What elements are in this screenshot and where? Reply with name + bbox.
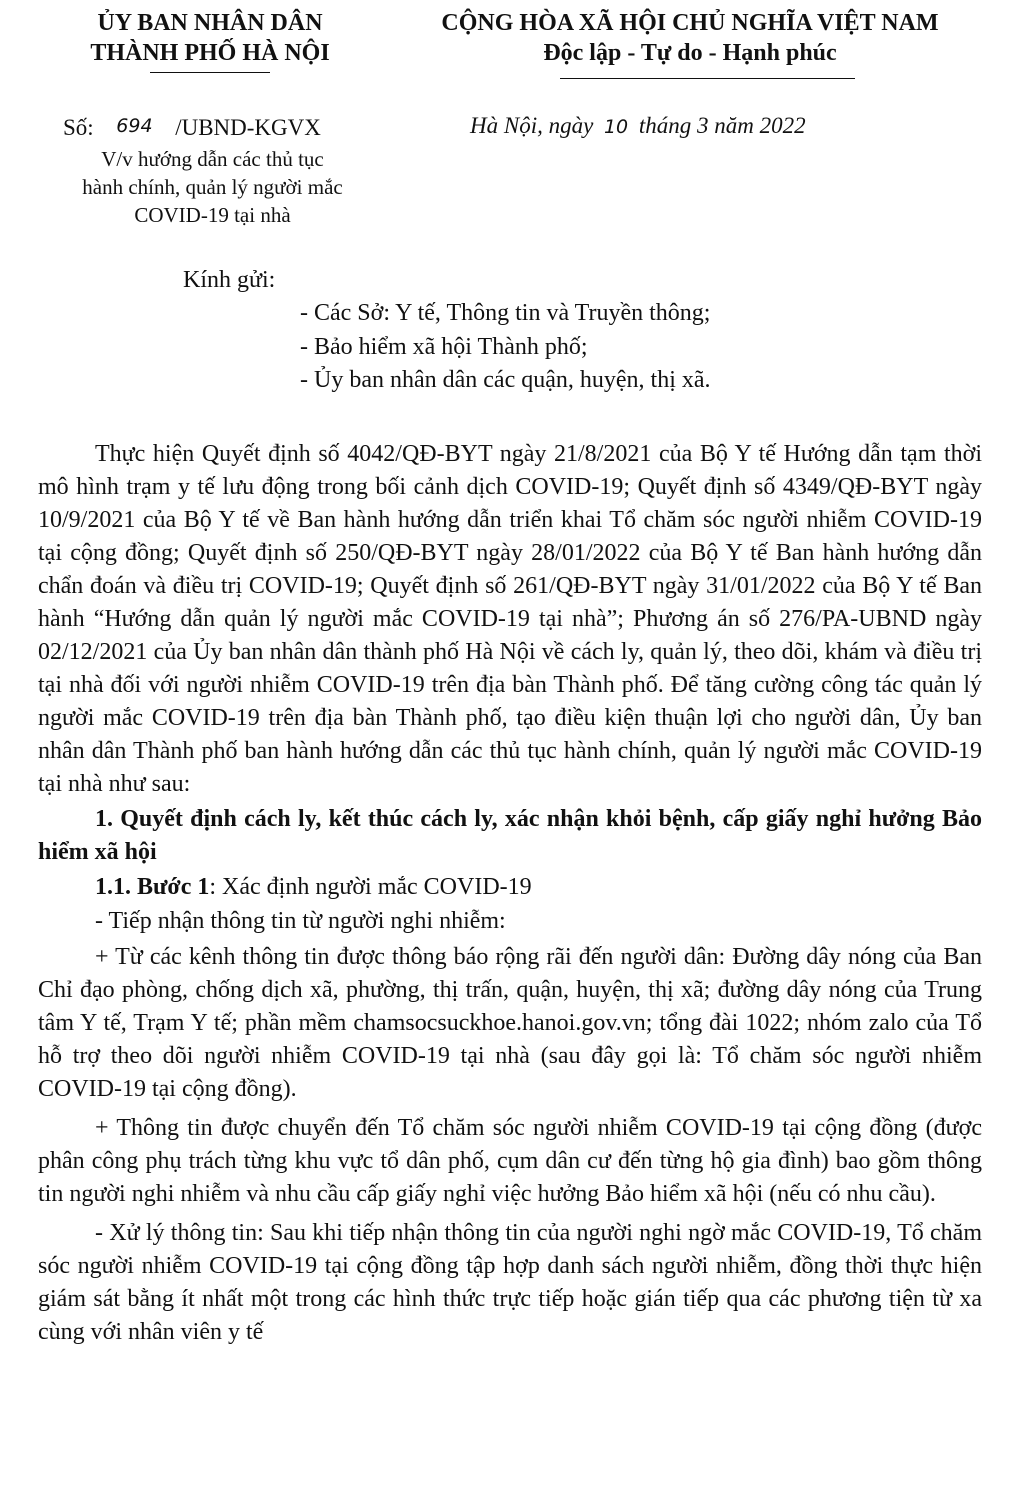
motto-line: Độc lập - Tự do - Hạnh phúc	[543, 40, 837, 66]
place-date	[470, 111, 806, 142]
recipient-item: - Bảo hiểm xã hội Thành phố;	[300, 333, 588, 360]
issuing-authority-line1: ỦY BAN NHÂN DÂN	[97, 10, 323, 36]
national-title: CỘNG HÒA XÃ HỘI CHỦ NGHĨA VIỆT NAM	[441, 10, 939, 36]
number-suffix: /UBND-KGVX	[175, 115, 321, 140]
forwarded-info-paragraph: + Thông tin được chuyển đến Tổ chăm sóc người nhiễm COVID-19 tại cộng đồng (được phân công phụ trách từng khu vực tổ dân phố, cụm dân cư đến từng hộ gia đình) bao gồm thông tin người nghi nhiễm và nhu cầu cấp giấy nghỉ việc hưởng Bảo hiểm xã hội (nếu có nhu cầu).	[38, 1115, 982, 1207]
step-1-label: 1.1. Bước 1	[95, 874, 210, 900]
handwritten-day: 10	[603, 116, 629, 138]
number-prefix: Số:	[63, 115, 94, 140]
authority-underline	[150, 72, 270, 73]
section-1-heading: 1. Quyết định cách ly, kết thúc cách ly, xác nhận khỏi bệnh, cấp giấy nghỉ hưởng Bảo hiểm xã hội	[38, 806, 982, 865]
subject-line2: hành chính, quản lý người mắc	[82, 175, 343, 199]
step-1-text: : Xác định người mắc COVID-19	[209, 874, 532, 900]
recipient-item: - Ủy ban nhân dân các quận, huyện, thị xã.	[300, 367, 711, 393]
place-date-suffix: tháng 3 năm 2022	[638, 113, 806, 138]
recipient-item: - Các Sở: Y tế, Thông tin và Truyền thông;	[300, 300, 711, 326]
handwritten-number: 694	[116, 115, 153, 137]
step-1-line	[38, 871, 982, 904]
document-number	[63, 111, 321, 143]
process-info-paragraph: - Xử lý thông tin: Sau khi tiếp nhận thông tin của người nghi ngờ mắc COVID-19, Tổ chăm sóc người nhiễm COVID-19 tại cộng đồng tập hợp danh sách người nhiễm, đồng thời thực hiện giám sát bằng ít nhất một trong các hình thức trực tiếp hoặc gián tiếp qua các phương tiện từ xa cùng với nhân viên y tế	[38, 1220, 982, 1345]
document-body	[38, 438, 982, 1349]
channels-paragraph: + Từ các kênh thông tin được thông báo rộng rãi đến người dân: Đường dây nóng của Ban Chỉ đạo phòng, chống dịch xã, phường, thị trấn, quận, huyện, thị xã; đường dây nóng của Trung tâm Y tế, Trạm Y tế; phần mềm chamsocsuckhoe.hanoi.gov.vn; tổng đài 1022; nhóm zalo của Tổ hỗ trợ theo dõi người nhiễm COVID-19 tại nhà (sau đây gọi là: Tổ chăm sóc người nhiễm COVID-19 tại cộng đồng).	[38, 944, 982, 1102]
motto-underline	[560, 78, 855, 79]
intro-paragraph: Thực hiện Quyết định số 4042/QĐ-BYT ngày 21/8/2021 của Bộ Y tế Hướng dẫn tạm thời mô hình trạm y tế lưu động trong bối cảnh dịch COVID-19; Quyết định số 4349/QĐ-BYT ngày 10/9/2021 của Bộ Y tế về Ban hành hướng dẫn triển khai Tổ chăm sóc người nhiễm COVID-19 tại cộng đồng; Quyết định số 250/QĐ-BYT ngày 28/01/2022 của Bộ Y tế Ban hành hướng dẫn chẩn đoán và điều trị COVID-19; Quyết định số 261/QĐ-BYT ngày 31/01/2022 của Bộ Y tế Ban hành “Hướng dẫn quản lý người mắc COVID-19 tại nhà”; Phương án số 276/PA-UBND ngày 02/12/2021 của Ủy ban nhân dân thành phố Hà Nội về cách ly, quản lý, theo dõi, khám và điều trị tại nhà đối với người nhiễm COVID-19 trên địa bàn Thành phố. Để tăng cường công tác quản lý người mắc COVID-19 trên địa bàn Thành phố, tạo điều kiện thuận lợi cho người dân, Ủy ban nhân dân Thành phố ban hành hướng dẫn các thủ tục hành chính, quản lý người mắc COVID-19 tại nhà như sau:	[38, 441, 982, 797]
salutation-label: Kính gửi:	[183, 267, 276, 293]
issuing-authority-line2: THÀNH PHỐ HÀ NỘI	[90, 40, 330, 66]
receive-info-bullet: - Tiếp nhận thông tin từ người nghi nhiễm:	[95, 908, 506, 934]
subject-line1: V/v hướng dẫn các thủ tục	[101, 147, 324, 171]
recipient-list	[300, 297, 711, 398]
subject-line3: COVID-19 tại nhà	[134, 203, 291, 227]
place-date-prefix: Hà Nội, ngày	[470, 113, 594, 138]
national-motto	[395, 8, 985, 68]
issuing-authority	[60, 8, 360, 68]
document-subject	[40, 145, 385, 229]
